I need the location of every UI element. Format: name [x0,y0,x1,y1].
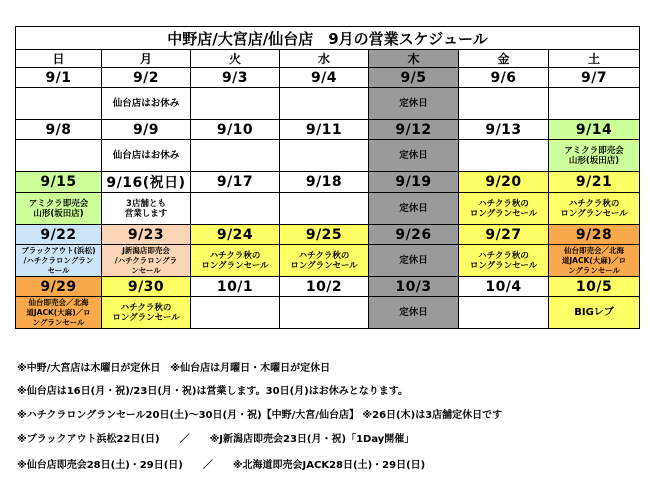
event-cell: ブラックアウト(浜松) /ハチクラロングラン セール [16,245,102,277]
note-line: ※ハチクラロングランセール20日(土)～30日(月・祝)【中野/大宮/仙台店】 ※26日(木)は3店舗定休日です [17,410,503,421]
closed-day-cell: 定休日 [369,88,459,120]
event-cell: ハチクラ秋の ロングランセール [459,193,549,225]
date-cell: 9/25 [280,225,369,245]
week-1-events [16,88,640,120]
date-cell: 10/1 [191,277,280,297]
event-cell [280,88,369,120]
date-cell: 9/10 [191,120,280,140]
date-cell: 9/6 [459,68,549,88]
date-cell: 9/1 [16,68,102,88]
closed-day-cell: 定休日 [369,140,459,172]
event-cell: J新潟店即売会 /ハチクラロングラ ンセール [102,245,191,277]
event-cell: ハチクラ秋の ロングランセール [549,193,640,225]
date-cell: 10/2 [280,277,369,297]
event-cell: 仙台即売会／北海 道JACK(大麻)／ロ ングランセール [16,297,102,329]
week-4-events [16,245,640,277]
date-cell: 9/17 [191,172,280,193]
event-cell [459,88,549,120]
weekday-thu: 木 [369,50,459,68]
closed-day-cell: 定休日 [369,193,459,225]
event-cell: 3店舗とも 営業します [102,193,191,225]
date-cell: 9/22 [16,225,102,245]
date-cell: 9/5 [369,68,459,88]
event-cell [280,297,369,329]
event-cell: BIGレブ [549,297,640,329]
date-cell: 9/4 [280,68,369,88]
weekday-sun: 日 [16,50,102,68]
date-cell: 9/29 [16,277,102,297]
date-cell: 9/8 [16,120,102,140]
date-cell: 10/3 [369,277,459,297]
event-cell: 仙台店はお休み [102,88,191,120]
week-4-dates [16,225,640,245]
event-cell: ハチクラ秋の ロングランセール [102,297,191,329]
calendar-title: 中野店/大宮店/仙台店 9月の営業スケジュール [16,27,640,50]
week-1-dates [16,68,640,88]
note-line: ※仙台店即売会28日(土)・29日(日) ／ ※北海道即売会JACK28日(土)・29日(日) [17,460,426,471]
weekday-wed: 水 [280,50,369,68]
date-cell: 9/23 [102,225,191,245]
week-3-events [16,193,640,225]
date-cell: 10/4 [459,277,549,297]
event-cell [191,297,280,329]
note-line: ※中野/大宮店は木曜日が定休日 ※仙台店は月曜日・木曜日が定休日 [17,363,331,374]
date-cell: 9/16(祝日) [102,172,191,193]
event-cell [191,88,280,120]
week-3-dates [16,172,640,193]
event-cell [191,140,280,172]
closed-day-cell: 定休日 [369,245,459,277]
week-2-events [16,140,640,172]
date-cell: 9/13 [459,120,549,140]
event-cell [280,193,369,225]
date-cell: 9/14 [549,120,640,140]
event-cell: 仙台即売会／北海 道JACK(大麻)／ロ ングランセール [549,245,640,277]
date-cell: 9/26 [369,225,459,245]
event-cell [280,140,369,172]
date-cell: 9/9 [102,120,191,140]
event-cell [191,193,280,225]
weekday-fri: 金 [459,50,549,68]
event-cell: アミクラ即売会 山形(坂田店) [549,140,640,172]
weekday-tue: 火 [191,50,280,68]
week-5-dates [16,277,640,297]
date-cell: 9/28 [549,225,640,245]
closed-day-cell: 定休日 [369,297,459,329]
date-cell: 9/21 [549,172,640,193]
date-cell: 9/20 [459,172,549,193]
date-cell: 9/12 [369,120,459,140]
event-cell [16,88,102,120]
event-cell [459,297,549,329]
date-cell: 9/18 [280,172,369,193]
calendar-table [15,26,640,329]
event-cell: 仙台店はお休み [102,140,191,172]
event-cell [16,140,102,172]
date-cell: 9/27 [459,225,549,245]
note-line: ※ブラックアウト浜松22日(日) ／ ※J新潟店即売会23日(月・祝)「1Day開催」 [17,434,415,445]
date-cell: 9/24 [191,225,280,245]
event-cell: ハチクラ秋の ロングランセール [459,245,549,277]
weekday-header-row [16,50,640,68]
note-line: ※仙台店は16日(月・祝)/23日(月・祝)は営業します。30日(月)はお休みとなります。 [17,386,408,397]
date-cell: 9/3 [191,68,280,88]
date-cell: 9/2 [102,68,191,88]
week-5-events [16,297,640,329]
weekday-mon: 月 [102,50,191,68]
event-cell [549,88,640,120]
week-2-dates [16,120,640,140]
date-cell: 9/19 [369,172,459,193]
date-cell: 9/30 [102,277,191,297]
event-cell: アミクラ即売会 山形(坂田店) [16,193,102,225]
date-cell: 9/7 [549,68,640,88]
schedule-calendar [15,26,639,329]
date-cell: 10/5 [549,277,640,297]
date-cell: 9/15 [16,172,102,193]
event-cell: ハチクラ秋の ロングランセール [191,245,280,277]
event-cell: ハチクラ秋の ロングランセール [280,245,369,277]
weekday-sat: 土 [549,50,640,68]
event-cell [459,140,549,172]
date-cell: 9/11 [280,120,369,140]
